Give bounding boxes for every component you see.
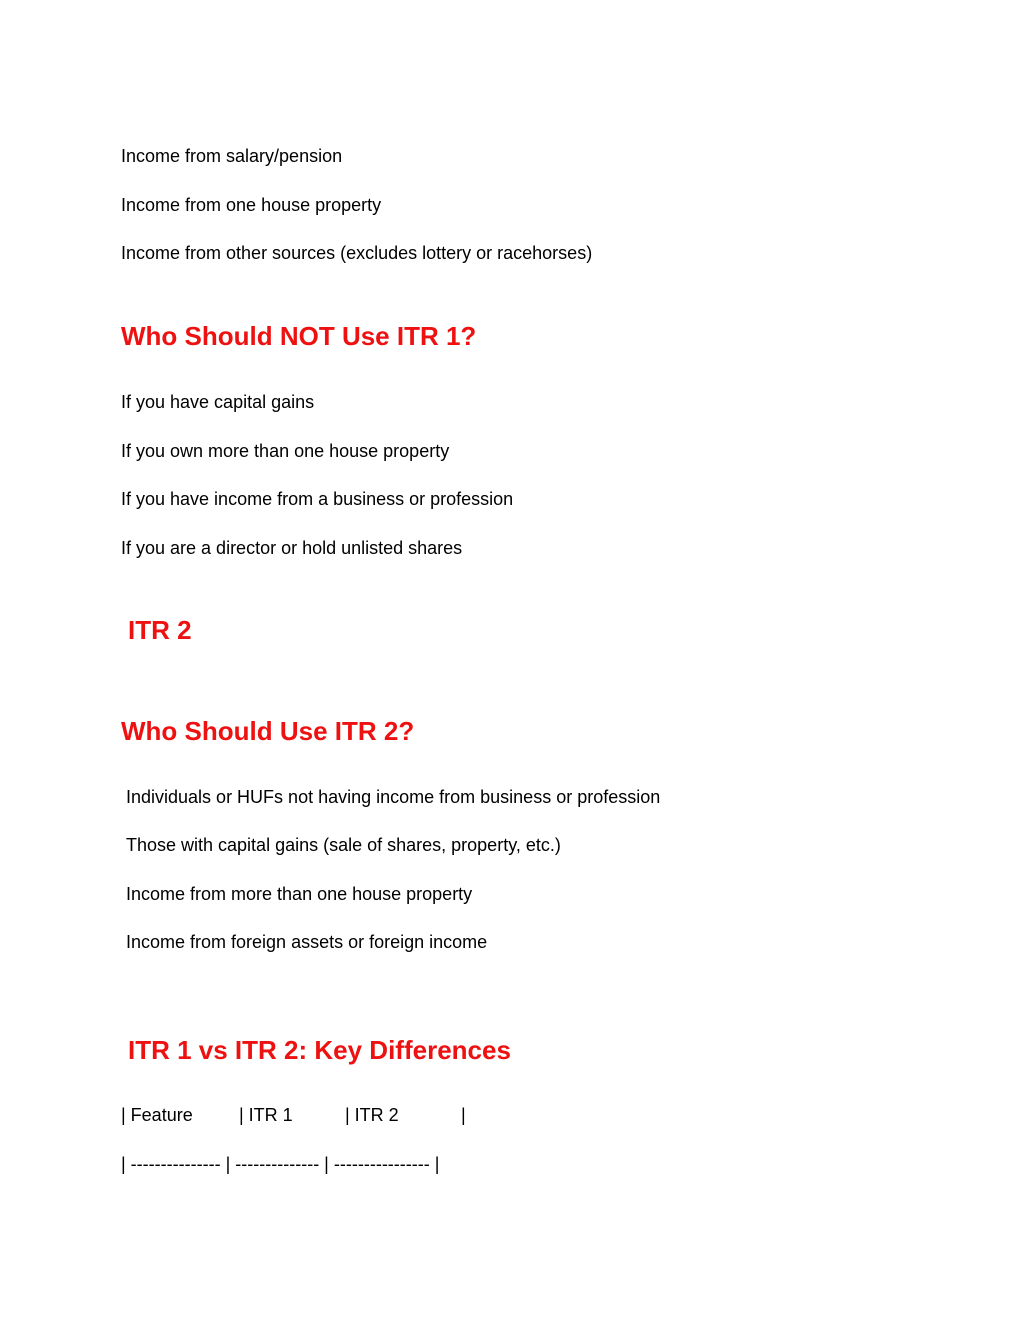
list-item: Individuals or HUFs not having income from business or profession: [126, 787, 661, 807]
section-title-itr2: ITR 2: [128, 615, 192, 645]
list-item: If you own more than one house property: [121, 441, 450, 461]
section-heading-key-differences: ITR 1 vs ITR 2: Key Differences: [128, 1035, 511, 1065]
list-item: If you have capital gains: [121, 392, 315, 412]
table-header-cell-itr1: | ITR 1: [239, 1105, 293, 1125]
section-heading-itr1-not-use: Who Should NOT Use ITR 1?: [121, 321, 477, 351]
list-item: Those with capital gains (sale of shares, property, etc.): [126, 835, 561, 855]
list-item: Income from salary/pension: [121, 146, 343, 166]
list-item: If you have income from a business or profession: [121, 489, 514, 509]
list-item: Income from one house property: [121, 195, 382, 215]
section-heading-itr2-use: Who Should Use ITR 2?: [121, 716, 415, 746]
list-item: Income from foreign assets or foreign income: [126, 932, 488, 952]
table-header-cell-end: |: [461, 1105, 466, 1125]
list-item: Income from other sources (excludes lottery or racehorses): [121, 243, 593, 263]
table-header-cell-feature: | Feature: [121, 1105, 193, 1125]
list-item: Income from more than one house property: [126, 884, 473, 904]
table-header-cell-itr2: | ITR 2: [345, 1105, 399, 1125]
list-item: If you are a director or hold unlisted shares: [121, 538, 463, 558]
table-separator-row: | --------------- | -------------- | ---------------- |: [121, 1154, 440, 1174]
